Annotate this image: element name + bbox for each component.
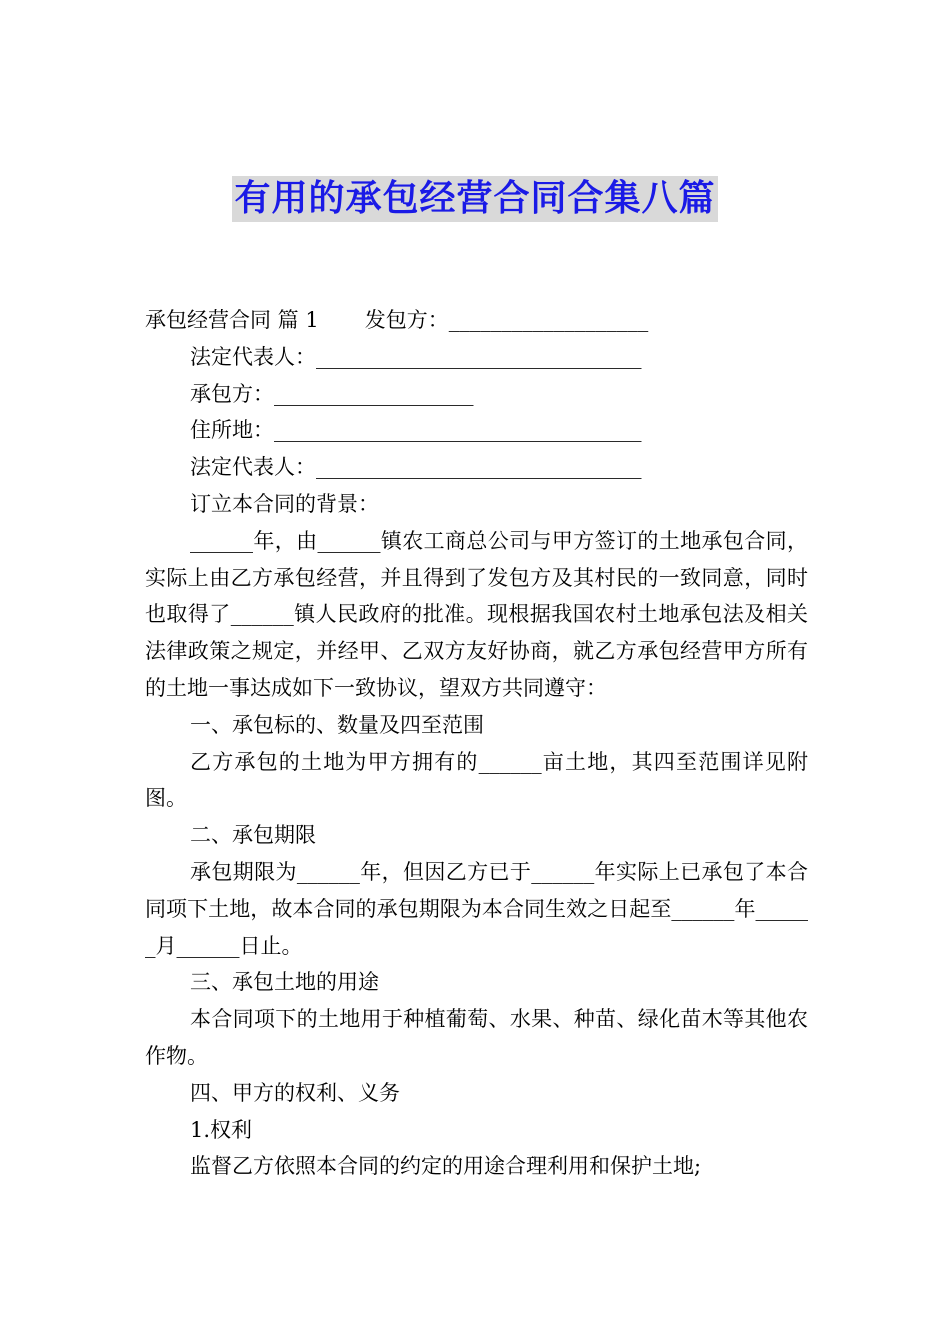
section-text-2: 承包期限为______年，但因乙方已于______年实际上已承包了本合同项下土地，故本合同的承包期限为本合同生效之日起至______年______月______日止。 xyxy=(145,859,808,958)
section-heading-4: 四、甲方的权利、义务 xyxy=(190,1080,400,1105)
contract-section-label: 承包经营合同 篇 1 xyxy=(145,308,319,332)
rights-item-1: 监督乙方依照本合同的约定的用途合理利用和保护土地; xyxy=(190,1154,702,1179)
employer-field: 发包方：___________________ xyxy=(364,308,649,332)
title-container xyxy=(0,176,950,222)
background-heading: 订立本合同的背景： xyxy=(190,491,379,516)
contractor-field: 承包方：___________________ xyxy=(190,381,474,406)
rights-heading: 1.权利 xyxy=(190,1117,253,1142)
header-line xyxy=(145,302,808,339)
section-text-3: 本合同项下的土地用于种植葡萄、水果、种苗、绿化苗木等其他农作物。 xyxy=(145,1007,808,1068)
legal-rep-field-1: 法定代表人：_______________________________ xyxy=(190,344,642,369)
document-title: 有用的承包经营合同合集八篇 xyxy=(232,176,717,222)
section-heading-3: 三、承包土地的用途 xyxy=(190,970,379,995)
section-text-1: 乙方承包的土地为甲方拥有的______亩土地，其四至范围详见附图。 xyxy=(145,749,808,811)
section-heading-1: 一、承包标的、数量及四至范围 xyxy=(190,712,484,737)
legal-rep-field-2: 法定代表人：_______________________________ xyxy=(190,455,642,480)
document-body xyxy=(145,302,808,1185)
address-field: 住所地：___________________________________ xyxy=(190,418,642,443)
section-heading-2: 二、承包期限 xyxy=(190,823,316,848)
background-paragraph: ______年，由______镇农工商总公司与甲方签订的土地承包合同，实际上由乙方承包经营，并且得到了发包方及其村民的一致同意，同时也取得了______镇人民政府的批准。现根据我国农村土地承包法及相关法律政策之规定，并经甲、乙双方友好协商，就乙方承包经营甲方所有的土地一事达成如下一致协议，望双方共同遵守： xyxy=(145,528,808,700)
